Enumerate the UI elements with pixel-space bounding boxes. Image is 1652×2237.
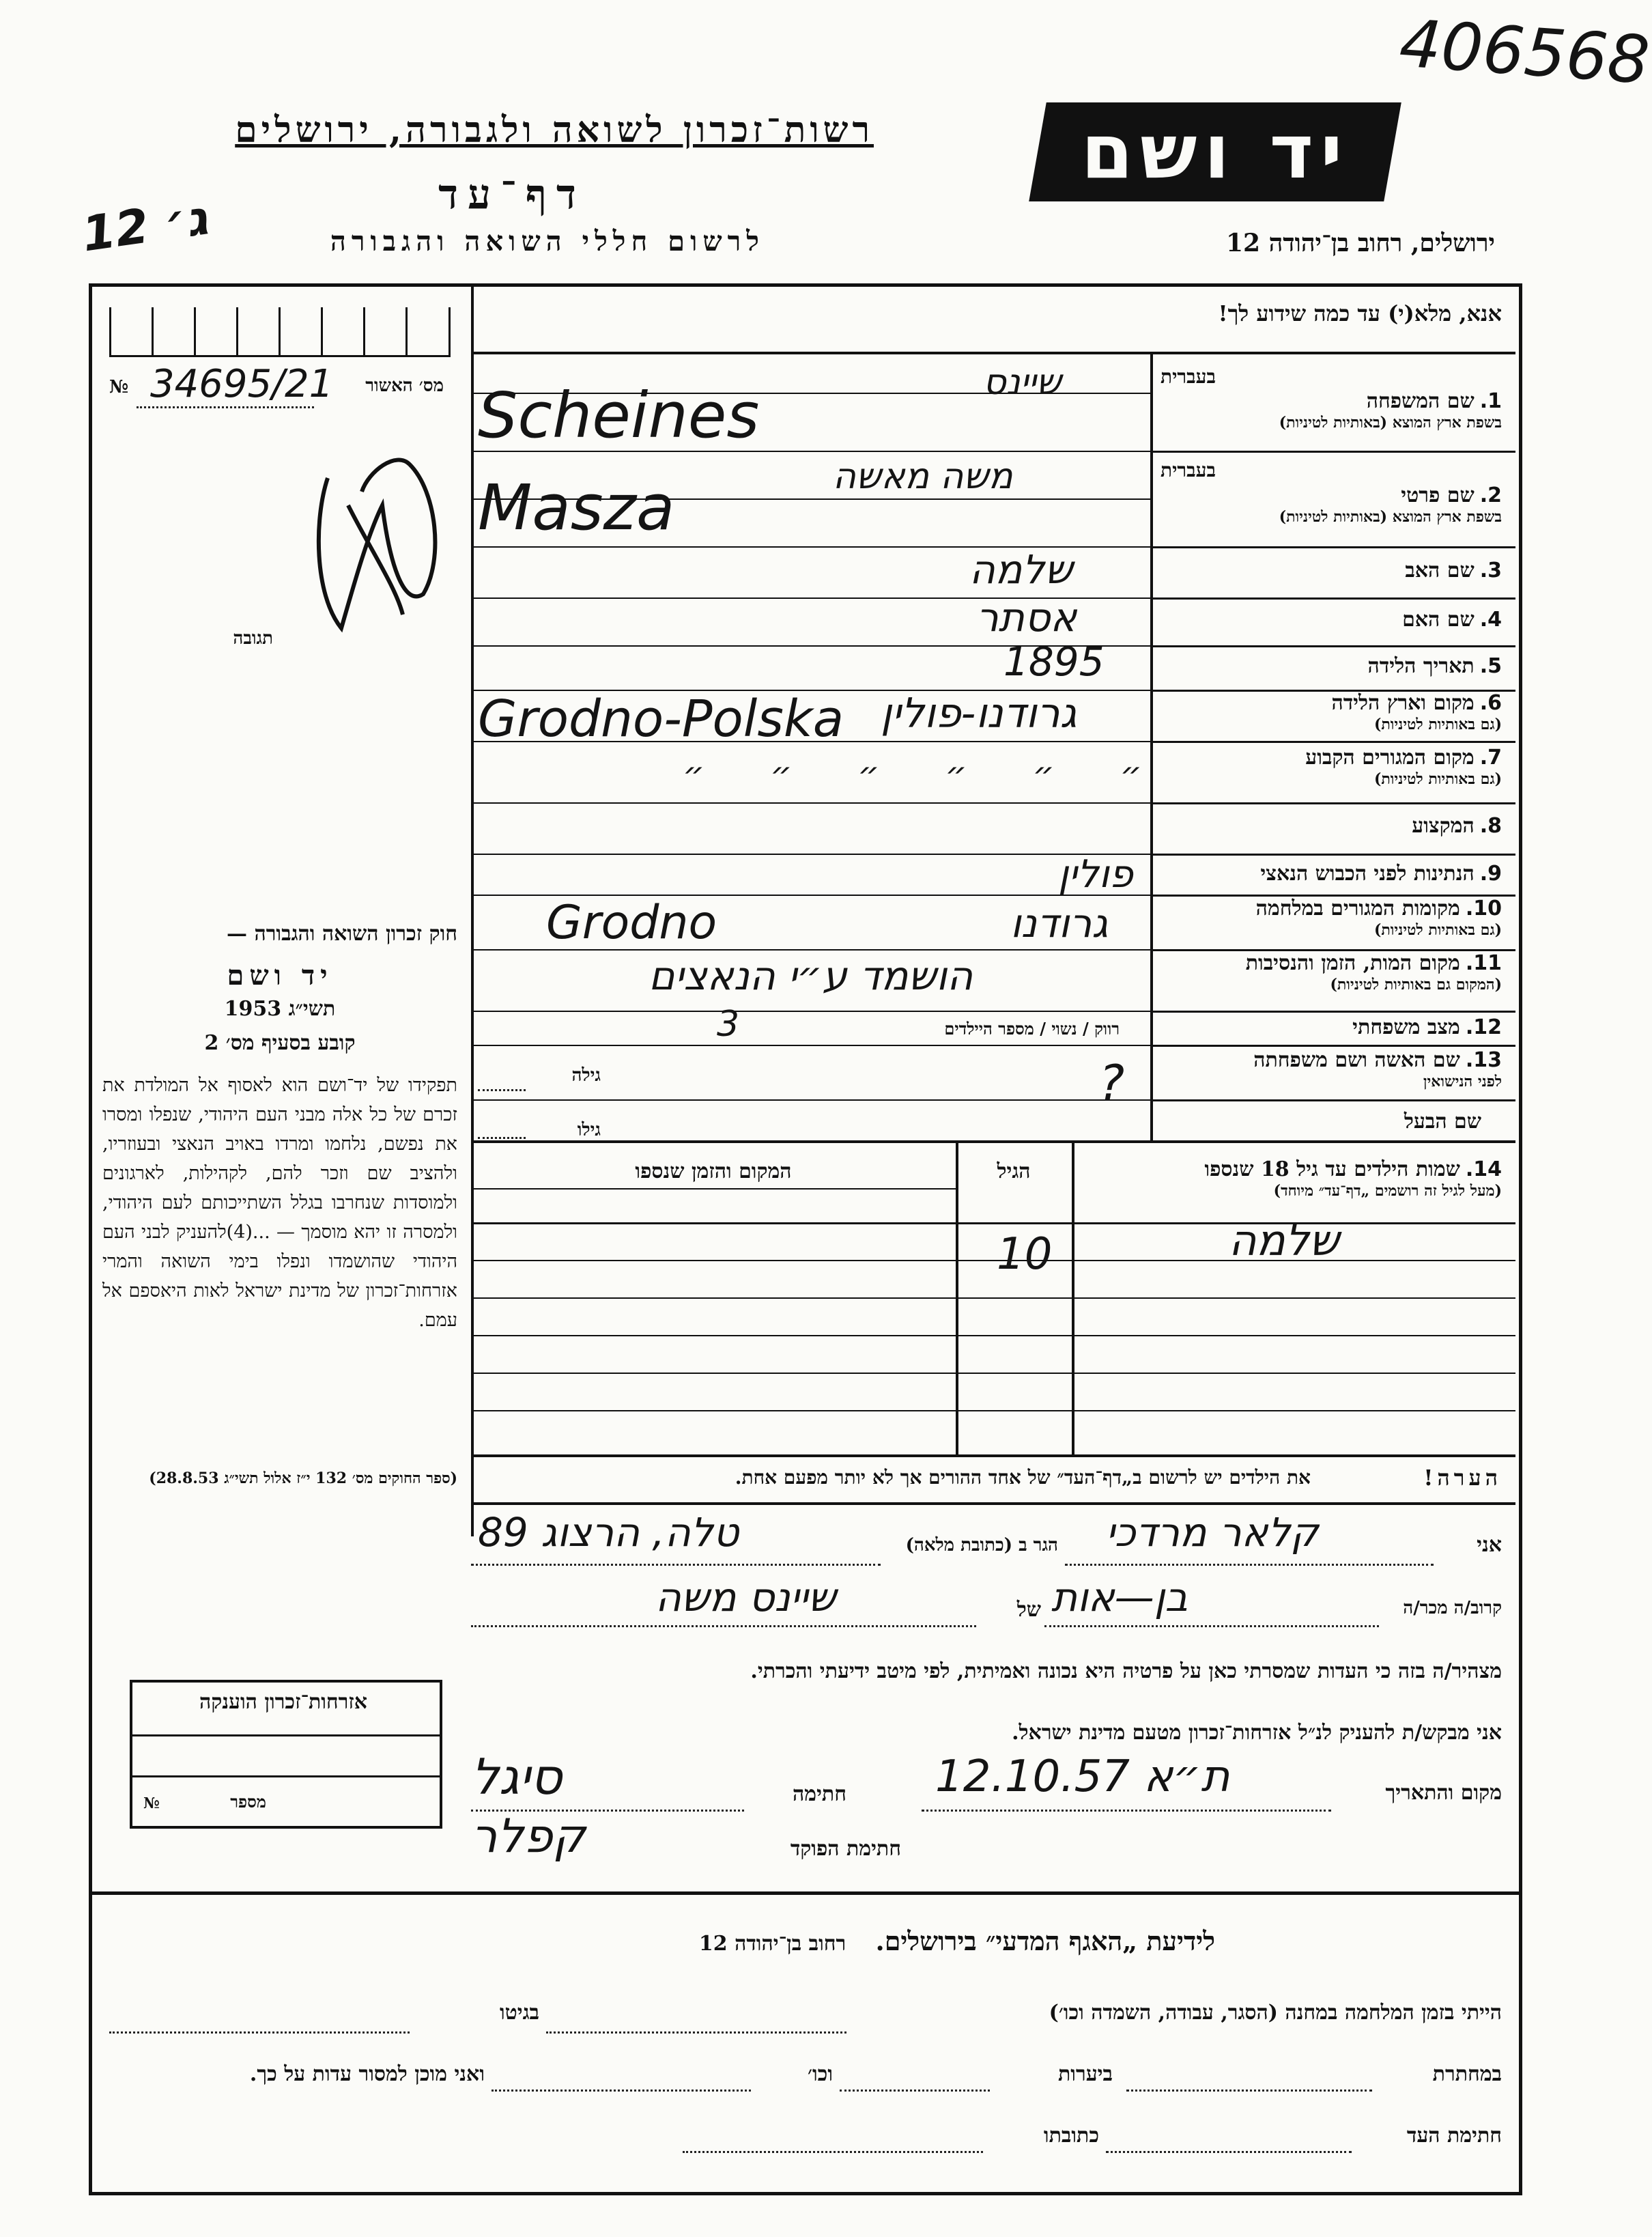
field-1-num: 1. <box>1479 389 1502 413</box>
firstname-latin: Masza <box>478 471 675 544</box>
approval-label: תגובה <box>233 628 273 649</box>
bottom-line3-b: כתובתו <box>1043 2124 1099 2148</box>
field-9-label <box>1160 862 1502 886</box>
bottom-line3-a: חתימת העד <box>1406 2124 1502 2148</box>
field-13-text: שם האשה ושם משפחתה <box>1253 1048 1460 1072</box>
field-4-text: שם האם <box>1402 608 1475 632</box>
field-2-label <box>1160 483 1502 526</box>
bottom-heading <box>478 1926 1215 1957</box>
form-title: דף־עד <box>438 171 586 219</box>
field-10-sub: (גם באותיות לטיניות) <box>1373 921 1502 939</box>
wife-age-label: גילה <box>571 1065 601 1086</box>
field-12-label <box>1160 1015 1502 1040</box>
relation: בן—אות <box>1051 1574 1188 1620</box>
field-10-num: 10. <box>1465 897 1502 920</box>
memorial-box-number-prefix: № <box>143 1795 160 1812</box>
memorial-box-number-label: מספר <box>230 1792 266 1812</box>
field-8-label <box>1160 814 1502 839</box>
memorial-box-title: אזרחות־זכרון הוענקה <box>199 1690 368 1714</box>
children-count: 3 <box>717 1004 740 1045</box>
child-name: שלמה <box>1229 1215 1339 1265</box>
field-3-label <box>1160 559 1502 583</box>
birthplace-latin: Grodno-Polska <box>478 690 844 748</box>
registration-prefix: № <box>109 377 129 397</box>
header-address: ירושלים, רחוב בן־יהודה 12 <box>1225 229 1495 257</box>
field-10-text: מקומות המגורים במלחמה <box>1255 897 1460 920</box>
field-6-text: מקום וארץ הלידה <box>1331 691 1475 715</box>
field-5-num: 5. <box>1479 654 1502 678</box>
children-label <box>1092 1157 1502 1200</box>
field-7-label <box>1160 746 1502 788</box>
wartime-residence-hebrew: גרודנו <box>1010 900 1109 946</box>
field-12-num: 12. <box>1465 1015 1502 1039</box>
field-7-text: מקום המגורים הקבוע <box>1305 746 1475 770</box>
decl-of-label: של <box>1016 1598 1041 1622</box>
decl-lives-label: הגר ב (כתובת מלאה) <box>905 1535 1058 1556</box>
institution-title: רשות־זכרון לשואה ולגבורה, ירושלים <box>235 109 874 151</box>
registration-label: מס׳ האשור <box>365 376 444 396</box>
bottom-heading-text: לידיעת „האגף המדעי״ בירושלים. <box>875 1926 1215 1956</box>
officer-signature-label: חתימת הפוקד <box>790 1837 901 1861</box>
father-name: שלמה <box>969 546 1073 593</box>
bottom-line2-d: ואני מוכן למסור עדות על כך. <box>249 2062 485 2086</box>
children-sub: (מעל לגיל זה רושמים „דף־עד״ מיוחד) <box>1273 1182 1502 1200</box>
field-13-num: 13. <box>1465 1048 1502 1072</box>
form-instructions: אנא, מלא(י) עד כמה שידוע לך! <box>1218 300 1502 326</box>
law-clause: קובע בסעיף מס׳ 2 <box>204 1031 356 1055</box>
surname-hebrew: שיינס <box>983 362 1062 403</box>
field-6-label <box>1160 691 1502 733</box>
registration-number: 34695/21 <box>150 362 334 406</box>
declarant-name: קלאר מרדכי <box>1106 1509 1319 1556</box>
field-8-num: 8. <box>1479 814 1502 838</box>
law-text: תפקידו של יד־ושם הוא לאסוף אל המולדת את זכרם של כל אלה מבני העם היהודי, שנפלו ומסרו את נפשם, נלחמו ומרדו באויב הנאצי ובעוזריו, ולהציב שם וזכר להם, לקהילות, לארגונים ולמוסדות שנחרבו בגלל השתייכותם לעם היהודי, ולמסרה זו יהא מוסמך — ...(4)להעניק לבני העם היהודי שהושמדו ונפלו בימי השואה והמרי אזרחות־זכרון של מדינת ישראל לאות היאספם אל עמם. <box>102 1075 457 1331</box>
bottom-line2-a: במחתרת <box>1432 2062 1502 2086</box>
field-8-text: המקצוע <box>1412 814 1475 838</box>
field-9-num: 9. <box>1479 862 1502 886</box>
registration-ticks <box>109 307 451 357</box>
children-num: 14. <box>1465 1157 1502 1181</box>
signature-label: חתימה <box>793 1782 846 1806</box>
field-12-text: מצב משפחתי <box>1352 1015 1460 1039</box>
logo-text: יד ושם <box>1081 108 1350 195</box>
children-text: שמות הילדים עד גיל 18 שנספו <box>1204 1157 1460 1181</box>
field-2-text: שם פרטי <box>1401 483 1475 507</box>
surname-latin: Scheines <box>478 379 760 452</box>
field-2-sub: בשפת ארץ המוצא (באותיות לטיניות) <box>1279 508 1502 526</box>
bottom-line2-b: ביערות <box>1057 2062 1113 2086</box>
field-3-num: 3. <box>1479 559 1502 582</box>
husband-label: שם הבעל <box>1404 1110 1481 1134</box>
law-year: תשי״ג 1953 <box>224 997 336 1021</box>
note-text: את הילדים יש לרשום ב„דף־העד״ של אחד ההורים אך לא יותר מפעם אחת. <box>735 1466 1311 1489</box>
approval-signature <box>287 423 451 649</box>
decl-request: אני מבקש/ת להעניק לנ״ל אזרחות־זכרון מטעם מדינת ישראל. <box>1012 1721 1502 1745</box>
bottom-heading-address: רחוב בן־יהודה 12 <box>698 1932 846 1956</box>
signature-stroke <box>319 460 436 628</box>
field-11-sub: (המקום גם באותיות לטיניות) <box>1330 976 1502 994</box>
archive-number: 406568 <box>1397 5 1652 99</box>
officer-signature: קפלר <box>471 1810 586 1863</box>
field-2-num: 2. <box>1479 483 1502 507</box>
hebrew-label-2: בעברית <box>1160 459 1216 481</box>
children-age-header: הגיל <box>997 1159 1031 1183</box>
note-label: הערה! <box>1423 1465 1502 1491</box>
field-5-text: תאריך הלידה <box>1367 654 1475 678</box>
law-source: (ספר החוקים מס׳ 132 י״ז אלול תשי״ג 28.8.53) <box>149 1469 457 1487</box>
field-1-label <box>1160 389 1502 432</box>
death-circumstances: הושמד ע״י הנאצים <box>649 953 973 999</box>
decl-i-label: אני <box>1477 1533 1502 1557</box>
nationality: פולין <box>1058 852 1133 897</box>
husband-age-label: גילו <box>577 1120 601 1140</box>
wartime-residence-latin: Grodno <box>546 896 717 950</box>
field-13-sub: לפני הנישואין <box>1423 1073 1502 1091</box>
birth-date: 1895 <box>1003 638 1105 685</box>
field-4-label <box>1160 608 1502 632</box>
hebrew-label-1: בעברית <box>1160 365 1216 388</box>
decl-statement: מצהיר/ה בזה כי העדות שמסרתי כאן על פרטיה היא נכונה ואמיתית, לפי מיטב ידיעתי והכרתי. <box>750 1659 1502 1683</box>
child-age: 10 <box>997 1229 1053 1280</box>
residence-ditto: ״ ״ ״ ״ ״ ״ <box>683 755 1169 794</box>
field-6-num: 6. <box>1479 691 1502 715</box>
bottom-line2-c: וכו׳ <box>808 2062 833 2086</box>
mother-name: אסתר <box>976 594 1077 641</box>
declarant-signature: סיגל <box>471 1748 562 1805</box>
field-11-num: 11. <box>1465 951 1502 975</box>
bottom-line1-b: בגיטו <box>499 2001 539 2025</box>
firstname-hebrew: משה מאשה <box>833 456 1013 497</box>
field-7-num: 7. <box>1479 746 1502 770</box>
field-13-label <box>1160 1048 1502 1091</box>
declarant-address: טלה, הרצוג 89 <box>478 1509 739 1556</box>
field-11-label <box>1160 951 1502 994</box>
place-date-label: מקום והתאריך <box>1385 1781 1502 1805</box>
law-heading: חוק זכרון השואה והגבורה — <box>227 922 457 946</box>
field-7-sub: (גם באותיות לטיניות) <box>1373 770 1502 788</box>
field-3-text: שם האב <box>1405 559 1475 582</box>
field-6-sub: (גם באותיות לטיניות) <box>1373 716 1502 733</box>
field-1-sub: בשפת ארץ המוצא (באותיות לטיניות) <box>1279 414 1502 432</box>
victim-name: שיינס משה <box>655 1574 836 1620</box>
wife-value: ? <box>1099 1055 1125 1111</box>
field-11-text: מקום המות, הזמן והנסיבות <box>1245 951 1460 975</box>
field-10-label <box>1160 897 1502 939</box>
place-date: ת״א 12.10.57 <box>935 1751 1230 1802</box>
field-4-num: 4. <box>1479 608 1502 632</box>
bottom-line1-a: הייתי בזמן המלחמה במחנה (הסגר, עבודה, השמדה וכו׳) <box>1049 2001 1502 2025</box>
law-name: יד ושם <box>227 959 333 991</box>
field-5-label <box>1160 654 1502 679</box>
field-9-text: הנתינות לפני הכבוש הנאצי <box>1260 862 1475 886</box>
field-1-text: שם המשפחה <box>1366 389 1475 413</box>
decl-relative-label: קרוב/ה מכר/ה <box>1403 1598 1502 1618</box>
page-mark: ג׳ 12 <box>79 189 211 263</box>
family-status-options: רווק / נשוי / מספר היילדים <box>944 1019 1120 1039</box>
birthplace-hebrew: גרודנו-פולין <box>881 690 1077 737</box>
children-place-header: המקום והזמן שנספו <box>635 1159 792 1183</box>
form-subtitle: לרשום חללי השואה והגבורה <box>330 225 765 257</box>
